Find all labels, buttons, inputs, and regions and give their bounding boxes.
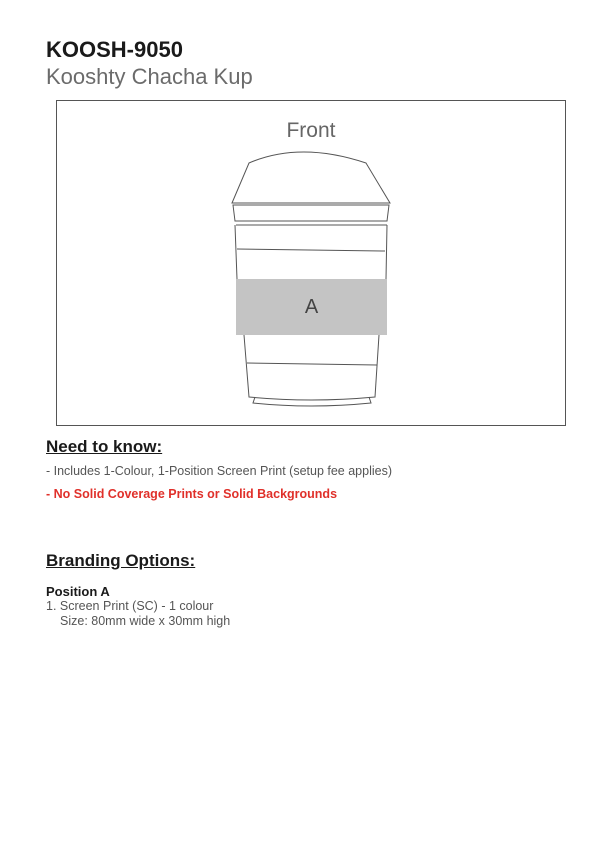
cup-lid [232,152,390,203]
print-area-a: A [236,279,387,335]
cup-body [235,225,387,279]
branding-option-1: 1. Screen Print (SC) - 1 colour [46,599,214,613]
product-code: KOOSH-9050 [46,37,183,62]
cup-outline [57,101,565,425]
need-to-know-note-2: - No Solid Coverage Prints or Solid Backgrounds [46,487,338,501]
product-diagram-frame [56,100,566,426]
branding-option-1-size: Size: 80mm wide x 30mm high [60,614,231,628]
product-name: Kooshty Chacha Kup [46,64,253,89]
need-to-know-note-1: - Includes 1-Colour, 1-Position Screen Print (setup fee applies) [46,464,393,478]
position-a-title: Position A [46,584,110,599]
view-label: Front [286,119,336,142]
cup-rim [233,205,389,221]
need-to-know-heading: Need to know: [46,437,163,456]
branding-options-heading: Branding Options: [46,551,196,570]
